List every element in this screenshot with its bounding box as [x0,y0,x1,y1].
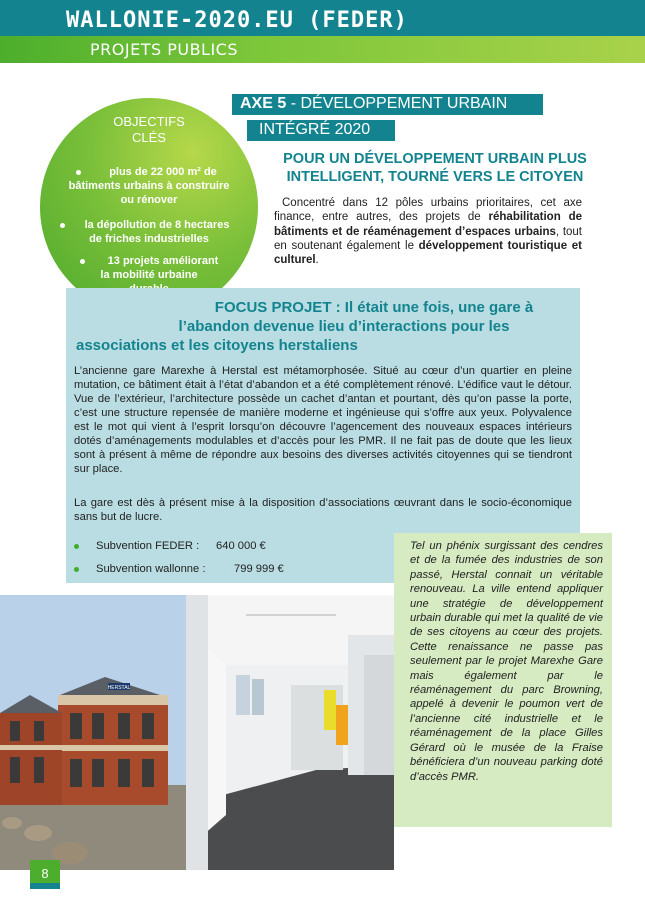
station-exterior-illustration [0,595,186,870]
objective-line: bâtiments urbains à construire [68,180,230,192]
quote-box [394,533,612,827]
subsidy-label: Subvention wallonne : [96,563,206,575]
focus-paragraph: L’ancienne gare Marexhe à Herstal est métamorphosée. Situé au cœur d’un quartier en pleine mutation, ce bâtiment était à l’état d’abandon et a été complètement rénové. L’édifice vaut le détour. Vue de l’extérieur, l’architecture possède un cachet d’antan et pourtant, dès qu’on passe la porte, c’est une structure repensée de manière moderne et ingénieuse qui s’offre aux yeux. Polyvalence est le mot qui vient à l’esprit lorsqu’on découvre l’agencement des nouveaux espaces intérieurs dotés d’aménagements modulables et d’accès pour les PMR. Il ne fait pas de doute que les lieux sont à présent à même de répondre aux besoins des diverses activités citoyennes qui se tiendront sur place. [74,365,572,475]
intro-paragraph: Concentré dans 12 pôles urbains prioritaires, cet axe finance, entre autres, des projets de réhabilitation de bâtiments et de réaménagement d’espaces urbains, tout en soutenant également le développement touristique et culturel. [274,197,582,267]
bullet-icon [74,544,79,549]
subsidy-label: Subvention FEDER : [96,540,200,552]
page-number-accent [30,883,60,889]
page-number: 8 [41,866,49,881]
axe-title-line1: DÉVELOPPEMENT URBAIN [300,95,508,112]
quote-text: Tel un phénix surgissant des cendres et de la fumée des industries de son passé, Herstal connait un véritable renouveau. La ville entend appliquer une stratégie de développement urbain durable qui met la qualité de vie de ses citoyens au cœur des projets. Cette renaissance ne passe pas seulement par le projet Marexhe Gare mais également par le réaménagement du parc Browning, appelé à devenir le poumon vert de l’ancienne cité industrielle et le réaménagement de la place Gilles Gérard où le musée de la Fraise bénéficiera d’un nouveau parking doté d’accès PMR. [410,540,603,783]
objective-line: 13 projets améliorant [107,255,219,267]
axe-banner-line1 [232,94,543,115]
focus-title: FOCUS PROJET : Il était une fois, une gare à l’abandon devenue lieu d’interactions pour les associations et les citoyens herstaliens [76,299,534,354]
axe-separator: - [286,95,301,112]
header-subtitle: PROJETS PUBLICS [90,40,238,59]
objective-line: plus de 22 000 m² de [109,166,217,178]
header-title: WALLONIE-2020.EU (FEDER) [66,8,408,33]
subsidy-value: 799 999 € [234,563,284,575]
axe-banner-line2 [247,120,395,141]
headline-line1: POUR UN DÉVELOPPEMENT URBAIN PLUS [283,151,587,167]
station-exterior-photo [0,595,186,870]
subsidy-value: 640 000 € [216,540,266,552]
objectives-title-line2: CLÉS [132,130,166,145]
objective-line: ou rénover [120,194,178,206]
objectives-circle [40,98,258,316]
axe-title-line2: INTÉGRÉ 2020 [259,121,371,138]
objectives-title-line1: OBJECTIFS [113,114,185,129]
headline-line2: INTELLIGENT, TOURNÉ VERS LE CITOYEN [286,169,584,185]
objective-line: la dépollution de 8 hectares [84,219,230,231]
axe-prefix: AXE 5 [240,95,287,112]
subsidy-wallonne [74,563,374,579]
station-interior-illustration [186,595,394,870]
section-headline [275,150,595,186]
objective-line: la mobilité urbaine [100,269,198,281]
bullet-icon [74,567,79,572]
objective-line: de friches industrielles [89,233,209,245]
station-sign: HERSTAL [107,685,131,691]
subsidy-feder [74,540,374,556]
focus-paragraph: La gare est dès à présent mise à la disposition d’associations œuvrant dans le socio-économique sans but de lucre. [74,497,572,523]
station-interior-photo [186,595,394,870]
